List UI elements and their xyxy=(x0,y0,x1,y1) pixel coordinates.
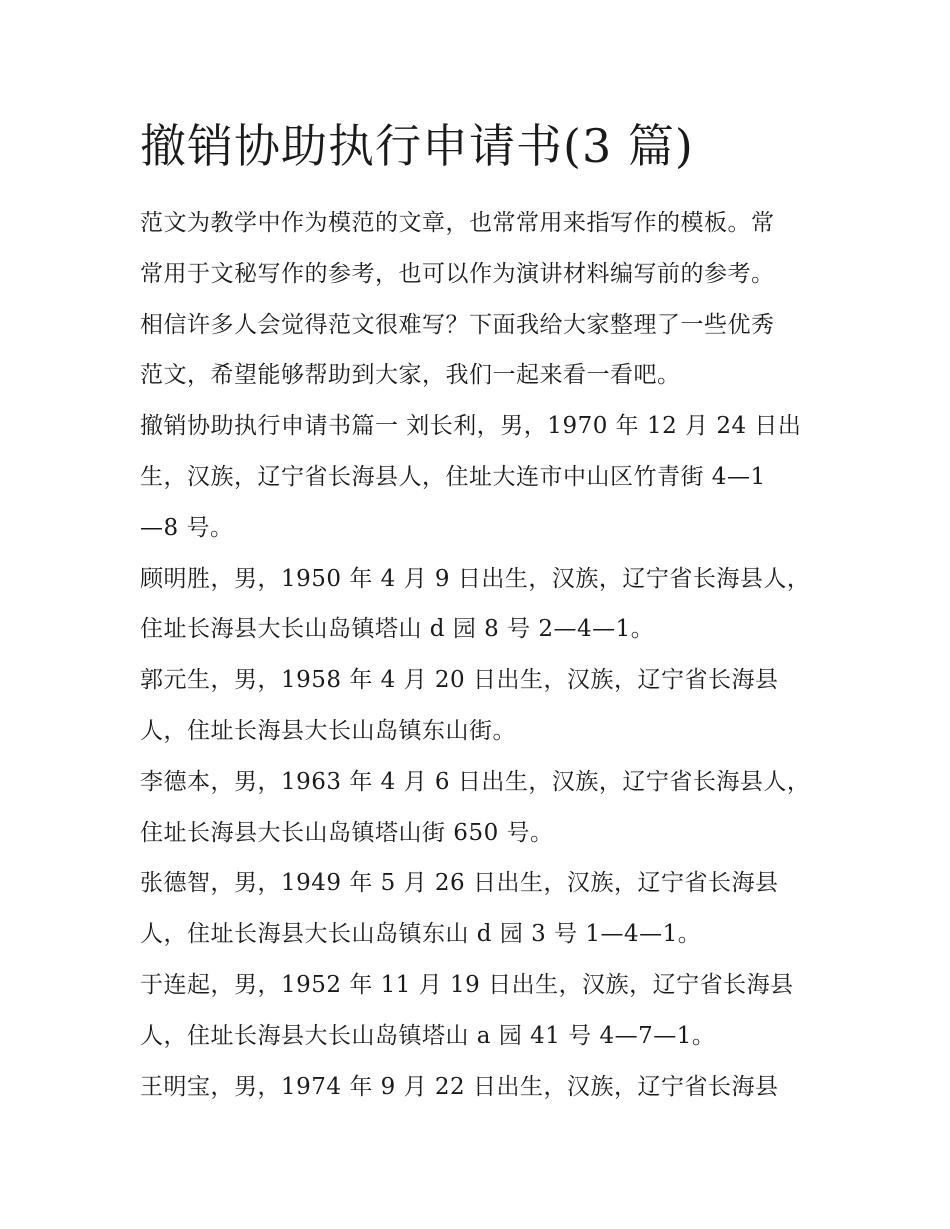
text-line: 常用于文秘写作的参考，也可以作为演讲材料编写前的参考。 xyxy=(140,260,775,287)
text-line: 人，住址长海县大长山岛镇东山 d 园 3 号 1—4—1。 xyxy=(140,921,702,948)
text-line: 人，住址长海县大长山岛镇塔山 a 园 41 号 4—7—1。 xyxy=(140,1022,716,1049)
text-line: 生，汉族，辽宁省长海县人，住址大连市中山区竹青街 4—1 xyxy=(140,463,766,490)
text-line: 相信许多人会觉得范文很难写？下面我给大家整理了一些优秀 xyxy=(140,311,775,338)
text-line: 范文为教学中作为模范的文章，也常常用来指写作的模板。常 xyxy=(140,210,775,236)
text-line: 住址长海县大长山岛镇塔山街 650 号。 xyxy=(140,819,554,846)
text-line: 范文，希望能够帮助到大家，我们一起来看一看吧。 xyxy=(140,362,681,389)
document-title: 撤销协助执行申请书(3 篇) xyxy=(140,119,694,173)
text-line: 于连起，男，1952 年 11 月 19 日出生，汉族，辽宁省长海县 xyxy=(140,971,794,998)
text-line: 住址长海县大长山岛镇塔山 d 园 8 号 2—4—1。 xyxy=(140,616,655,643)
text-line: 郭元生，男，1958 年 4 月 20 日出生，汉族，辽宁省长海县 xyxy=(140,667,779,694)
text-line: 王明宝，男，1974 年 9 月 22 日出生，汉族，辽宁省长海县 xyxy=(140,1073,779,1100)
document-body xyxy=(140,198,820,1112)
text-line: 张德智，男，1949 年 5 月 26 日出生，汉族，辽宁省长海县 xyxy=(140,870,779,897)
text-line: —8 号。 xyxy=(140,514,234,541)
text-line: 撤销协助执行申请书篇一 刘长利，男，1970 年 12 月 24 日出 xyxy=(140,413,802,440)
text-line: 顾明胜，男，1950 年 4 月 9 日出生，汉族，辽宁省长海县人， xyxy=(140,565,811,592)
text-line: 李德本，男，1963 年 4 月 6 日出生，汉族，辽宁省长海县人， xyxy=(140,768,811,795)
text-line: 人，住址长海县大长山岛镇东山街。 xyxy=(140,717,516,744)
